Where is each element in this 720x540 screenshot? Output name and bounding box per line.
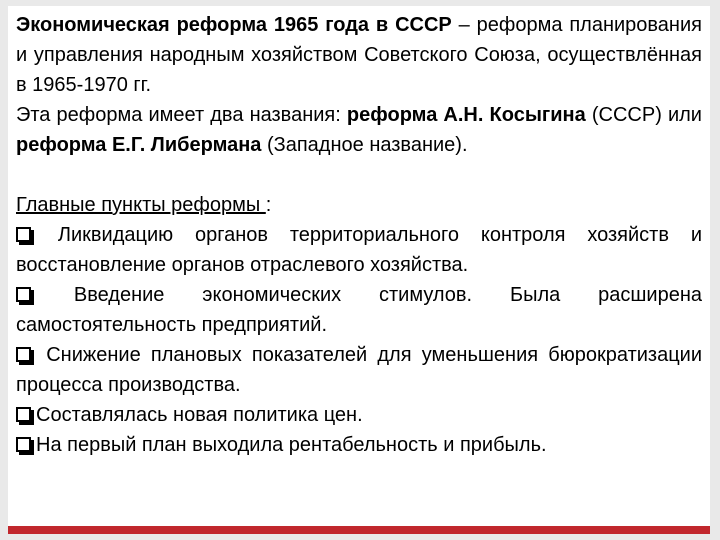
names-prefix: Эта реформа имеет два названия: (16, 104, 347, 126)
checkbox-square-icon (16, 347, 31, 362)
accent-bar (8, 526, 710, 534)
points-heading-text: Главные пункты реформы (16, 194, 266, 216)
names-paragraph (16, 100, 702, 160)
list-item-text: Составлялась новая политика цен. (36, 404, 363, 426)
name-liberman: реформа Е.Г. Либермана (16, 134, 262, 156)
names-suffix: (Западное название). (261, 134, 468, 156)
list-item-text: Ликвидацию органов территориального контроля хозяйств и восстановление органов отраслевого хозяйства. (16, 224, 702, 276)
checkbox-square-icon (16, 407, 31, 422)
reform-title: Экономическая реформа 1965 года в СССР (16, 14, 452, 36)
intro-paragraph (16, 10, 702, 100)
reform-definition: – реформа планирования и управления народным хозяйством Советского Союза, осуществлённая в 1965-1970 гг. (16, 14, 702, 96)
list-item-text: Введение экономических стимулов. Была расширена самостоятельность предприятий. (16, 284, 702, 336)
list-item (16, 430, 702, 460)
name-kosygin: реформа А.Н. Косыгина (346, 104, 586, 126)
points-heading-colon: : (265, 194, 272, 216)
checkbox-square-icon (16, 287, 31, 302)
list-item (16, 400, 702, 430)
spacer (16, 160, 702, 190)
list-item (16, 220, 702, 280)
list-item-text: На первый план выходила рентабельность и прибыль. (36, 434, 547, 456)
checkbox-square-icon (16, 437, 31, 452)
names-middle: (СССР) или (585, 104, 702, 126)
list-item (16, 340, 702, 400)
list-item-text: Снижение плановых показателей для уменьшения бюрократизации процесса производства. (16, 344, 702, 396)
list-item (16, 280, 702, 340)
slide-content (16, 10, 702, 460)
checkbox-square-icon (16, 227, 31, 242)
points-heading (16, 190, 702, 220)
